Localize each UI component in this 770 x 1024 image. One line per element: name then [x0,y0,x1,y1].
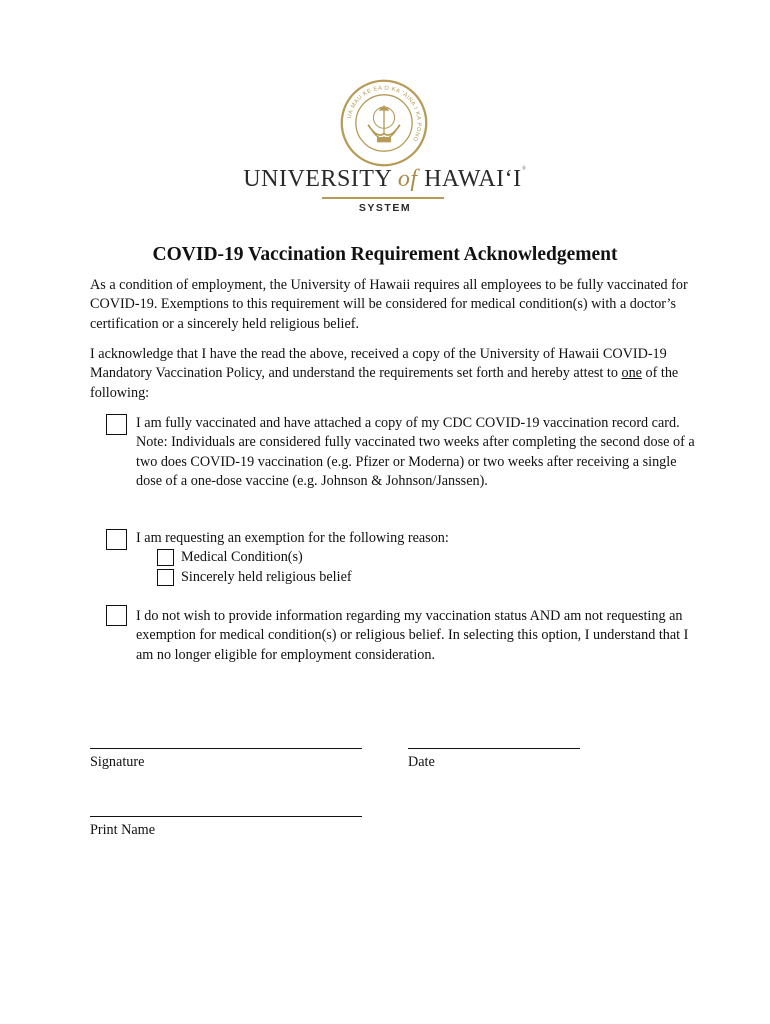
ack-text-start: I acknowledge that I have the read the above, received a copy of the University of Hawaii COVID-19 Mandatory Vaccination Policy, and understand the requirements set forth and hereby attest to [90,346,667,382]
wordmark-of: of [397,166,418,192]
medical-condition-checkbox[interactable] [157,549,174,566]
option-fully-vaccinated-text: I am fully vaccinated and have attached a copy of my CDC COVID-19 vaccination record card. Note: Individuals are considered fully vaccinated two weeks after completing the second dose of a two does COVID-19 vaccination (e.g. Pfizer or Moderna) or two weeks after receiving a single dose of a one-dose vaccine (e.g. Johnson & Johnson/Janssen). [136,415,695,490]
date-line[interactable] [408,748,580,749]
document-title: COVID-19 Vaccination Requirement Acknowledgement [152,244,618,265]
religious-belief-label: Sincerely held religious belief [181,569,352,585]
wordmark-trademark: ® [521,166,527,172]
option-exemption-checkbox[interactable] [106,529,127,550]
logo-divider [322,197,444,199]
intro-paragraph: As a condition of employment, the University of Hawaii requires all employees to be fully vaccinated for COVID-19. Exemptions to this requirement will be considered for medical condition(s) with a doctor’s certification or a sincerely held religious belief. [90,277,688,332]
signature-line[interactable] [90,748,362,749]
wordmark-system: SYSTEM [358,202,412,214]
print-name-line[interactable] [90,816,362,817]
print-name-label: Print Name [90,822,156,838]
signature-label: Signature [90,754,145,770]
university-seal-icon [340,79,428,167]
wordmark-hawaii: HAWAIʻI [424,166,522,192]
seal-motto: UA MAU KE EA O KA ʻĀINA I KA PONO [346,85,422,143]
date-label: Date [408,754,435,770]
wordmark-university: UNIVERSITY [243,166,392,192]
ack-text-one: one [621,365,642,382]
option-decline-checkbox[interactable] [106,605,127,626]
option-decline-text: I do not wish to provide information regarding my vaccination status AND am not requesting an exemption for medical condition(s) or religious belief. In selecting this option, I understand that I am no longer eligible for employment consideration. [136,608,689,663]
acknowledgement-paragraph [90,345,690,403]
university-wordmark [0,166,770,193]
religious-belief-checkbox[interactable] [157,569,174,586]
medical-condition-label: Medical Condition(s) [181,549,303,565]
ack-text-end: of the following: [90,365,679,401]
option-exemption-text: I am requesting an exemption for the following reason: [136,530,449,546]
option-fully-vaccinated-checkbox[interactable] [106,414,127,435]
